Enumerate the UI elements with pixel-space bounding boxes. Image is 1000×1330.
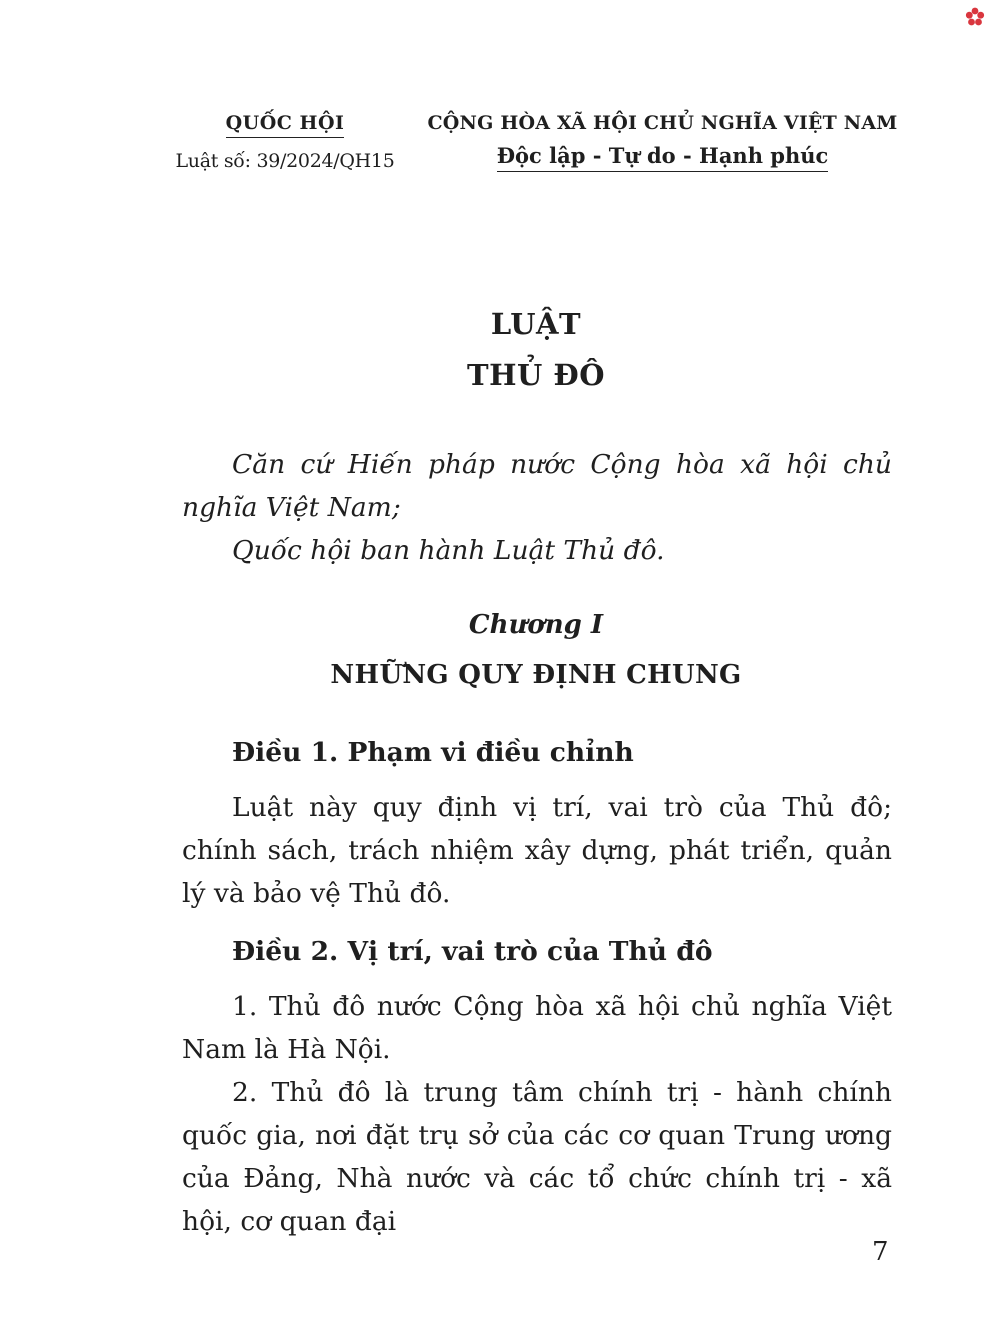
- flower-logo-icon: [964, 6, 986, 28]
- issuing-authority: QUỐC HỘI: [226, 112, 345, 138]
- article-paragraph: 2. Thủ đô là trung tâm chính trị - hành chính quốc gia, nơi đặt trụ sở của các cơ quan Trung ương của Đảng, Nhà nước và các tổ chức chính trị - xã hội, cơ quan đại: [182, 1077, 892, 1237]
- article-body: [182, 786, 892, 915]
- nation-name: CỘNG HÒA XÃ HỘI CHỦ NGHĨA VIỆT NAM: [427, 112, 898, 134]
- chapter-title: NHỮNG QUY ĐỊNH CHUNG: [330, 660, 742, 690]
- preamble-paragraph: Quốc hội ban hành Luật Thủ đô.: [232, 535, 665, 566]
- law-number: Luật số: 39/2024/QH15: [175, 150, 395, 172]
- national-header-block: [420, 112, 905, 172]
- article-body: [182, 985, 892, 1243]
- article-heading: Điều 1. Phạm vi điều chỉnh: [232, 737, 634, 768]
- page-number: 7: [872, 1237, 889, 1267]
- preamble: [182, 443, 892, 572]
- document-name-title: THỦ ĐÔ: [467, 358, 605, 392]
- article-paragraph: 1. Thủ đô nước Cộng hòa xã hội chủ nghĩa Việt Nam là Hà Nội.: [182, 991, 892, 1065]
- document-type-title: LUẬT: [490, 307, 582, 341]
- issuing-authority-block: [150, 112, 420, 172]
- national-motto: Độc lập - Tự do - Hạnh phúc: [497, 143, 829, 172]
- chapter-number: Chương I: [468, 610, 604, 640]
- article-heading: Điều 2. Vị trí, vai trò của Thủ đô: [232, 936, 713, 967]
- preamble-paragraph: Căn cứ Hiến pháp nước Cộng hòa xã hội chủ nghĩa Việt Nam;: [182, 449, 892, 523]
- article-paragraph: Luật này quy định vị trí, vai trò của Thủ đô; chính sách, trách nhiệm xây dựng, phát triển, quản lý và bảo vệ Thủ đô.: [182, 792, 892, 909]
